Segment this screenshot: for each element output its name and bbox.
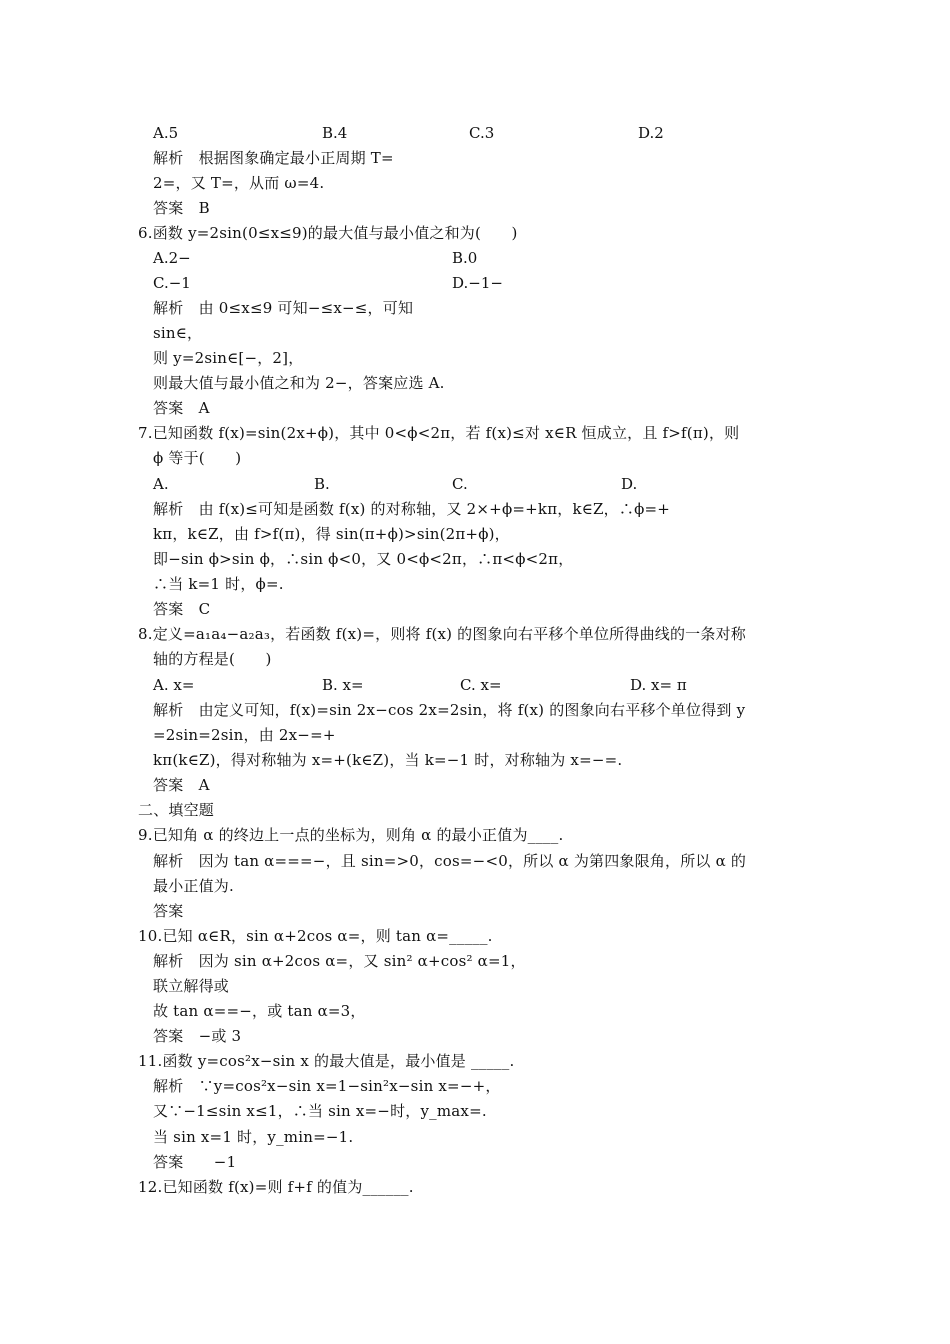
q8-stem-line: 轴的方程是( ) [153, 650, 272, 668]
q11-stem: 11.函数 y=cos²x−sin x 的最大值是，最小值是 _____. [138, 1052, 515, 1070]
q9-stem: 9.已知角 α 的终边上一点的坐标为，则角 α 的最小正值为____. [138, 826, 564, 844]
q5-option-d: D.2 [638, 124, 664, 142]
q8-option-d: D. x= π [630, 676, 687, 694]
q10-stem: 10.已知 α∈R，sin α+2cos α=，则 tan α=_____. [138, 927, 493, 945]
q7-option-c: C. [452, 475, 468, 493]
q5-option-a: A.5 [153, 124, 179, 142]
q7-analysis-line: 即−sin ϕ>sin ϕ，∴sin ϕ<0，又 0<ϕ<2π，∴π<ϕ<2π， [153, 550, 574, 568]
q7-stem-line: 7.已知函数 f(x)=sin(2x+ϕ)，其中 0<ϕ<2π，若 f(x)≤对 x∈R 恒成立，且 f>f(π)，则 [138, 424, 740, 442]
q6-option-a: A.2− [153, 249, 191, 267]
q8-option-a: A. x= [153, 676, 195, 694]
q7-option-b: B. [314, 475, 330, 493]
q6-analysis-line: 解析 由 0≤x≤9 可知−≤x−≤，可知 [153, 299, 414, 317]
q9-analysis-line: 解析 因为 tan α===−，且 sin=>0，cos=−<0，所以 α 为第四象限角，所以 α 的 [153, 852, 747, 870]
q5-option-c: C.3 [469, 124, 495, 142]
q6-analysis-line: sin∈， [153, 324, 203, 342]
q9-answer: 答案 [153, 902, 184, 920]
q7-analysis-line: kπ，k∈Z，由 f>f(π)，得 sin(π+ϕ)>sin(2π+ϕ)， [153, 525, 510, 543]
q7-analysis-line: 解析 由 f(x)≤可知是函数 f(x) 的对称轴，又 2×+ϕ=+kπ，k∈Z，∴ϕ=+ [153, 500, 671, 518]
q11-analysis-line: 又∵−1≤sin x≤1，∴当 sin x=−时，y_max=. [153, 1102, 487, 1120]
q8-option-b: B. x= [322, 676, 364, 694]
q6-analysis-line: 则最大值与最小值之和为 2−，答案应选 A. [153, 374, 445, 392]
q7-analysis-line: ∴当 k=1 时，ϕ=. [153, 575, 284, 593]
q9-analysis-line: 最小正值为. [153, 877, 234, 895]
q10-analysis-line: 故 tan α==−，或 tan α=3， [153, 1002, 366, 1020]
q10-analysis-line: 联立解得或 [153, 977, 230, 995]
q8-analysis-line: 解析 由定义可知，f(x)=sin 2x−cos 2x=2sin，将 f(x) 的图象向右平移个单位得到 y [153, 701, 746, 719]
q6-stem: 6.函数 y=2sin(0≤x≤9)的最大值与最小值之和为( ) [138, 224, 518, 242]
q11-answer: 答案 −1 [153, 1153, 237, 1171]
q8-answer: 答案 A [153, 776, 210, 794]
q6-option-d: D.−1− [452, 274, 503, 292]
section-heading-fill-in: 二、填空题 [138, 801, 215, 819]
q5-answer: 答案 B [153, 199, 210, 217]
q10-answer: 答案 −或 3 [153, 1027, 242, 1045]
q8-option-c: C. x= [460, 676, 502, 694]
q7-answer: 答案 C [153, 600, 211, 618]
q6-option-c: C.−1 [153, 274, 191, 292]
q11-analysis-line: 当 sin x=1 时，y_min=−1. [153, 1128, 354, 1146]
q6-answer: 答案 A [153, 399, 210, 417]
q7-option-a: A. [153, 475, 169, 493]
q6-analysis-line: 则 y=2sin∈[−，2]， [153, 349, 304, 367]
q5-option-b: B.4 [322, 124, 348, 142]
q11-analysis-line: 解析 ∵y=cos²x−sin x=1−sin²x−sin x=−+， [153, 1077, 501, 1095]
q7-option-d: D. [621, 475, 638, 493]
q10-analysis-line: 解析 因为 sin α+2cos α=，又 sin² α+cos² α=1， [153, 952, 526, 970]
q8-analysis-line: kπ(k∈Z)，得对称轴为 x=+(k∈Z)，当 k=−1 时，对称轴为 x=−=. [153, 751, 623, 769]
q12-stem: 12.已知函数 f(x)=则 f+f 的值为______. [138, 1178, 414, 1196]
q6-option-b: B.0 [452, 249, 478, 267]
q5-analysis-line: 2=，又 T=，从而 ω=4. [153, 174, 325, 192]
q5-analysis-line: 解析 根据图象确定最小正周期 T= [153, 149, 394, 167]
q8-analysis-line: =2sin=2sin，由 2x−=+ [153, 726, 336, 744]
q7-stem-line: ϕ 等于( ) [153, 449, 242, 467]
q8-stem-line: 8.定义=a₁a₄−a₂a₃，若函数 f(x)=，则将 f(x) 的图象向右平移个单位所得曲线的一条对称 [138, 625, 746, 643]
